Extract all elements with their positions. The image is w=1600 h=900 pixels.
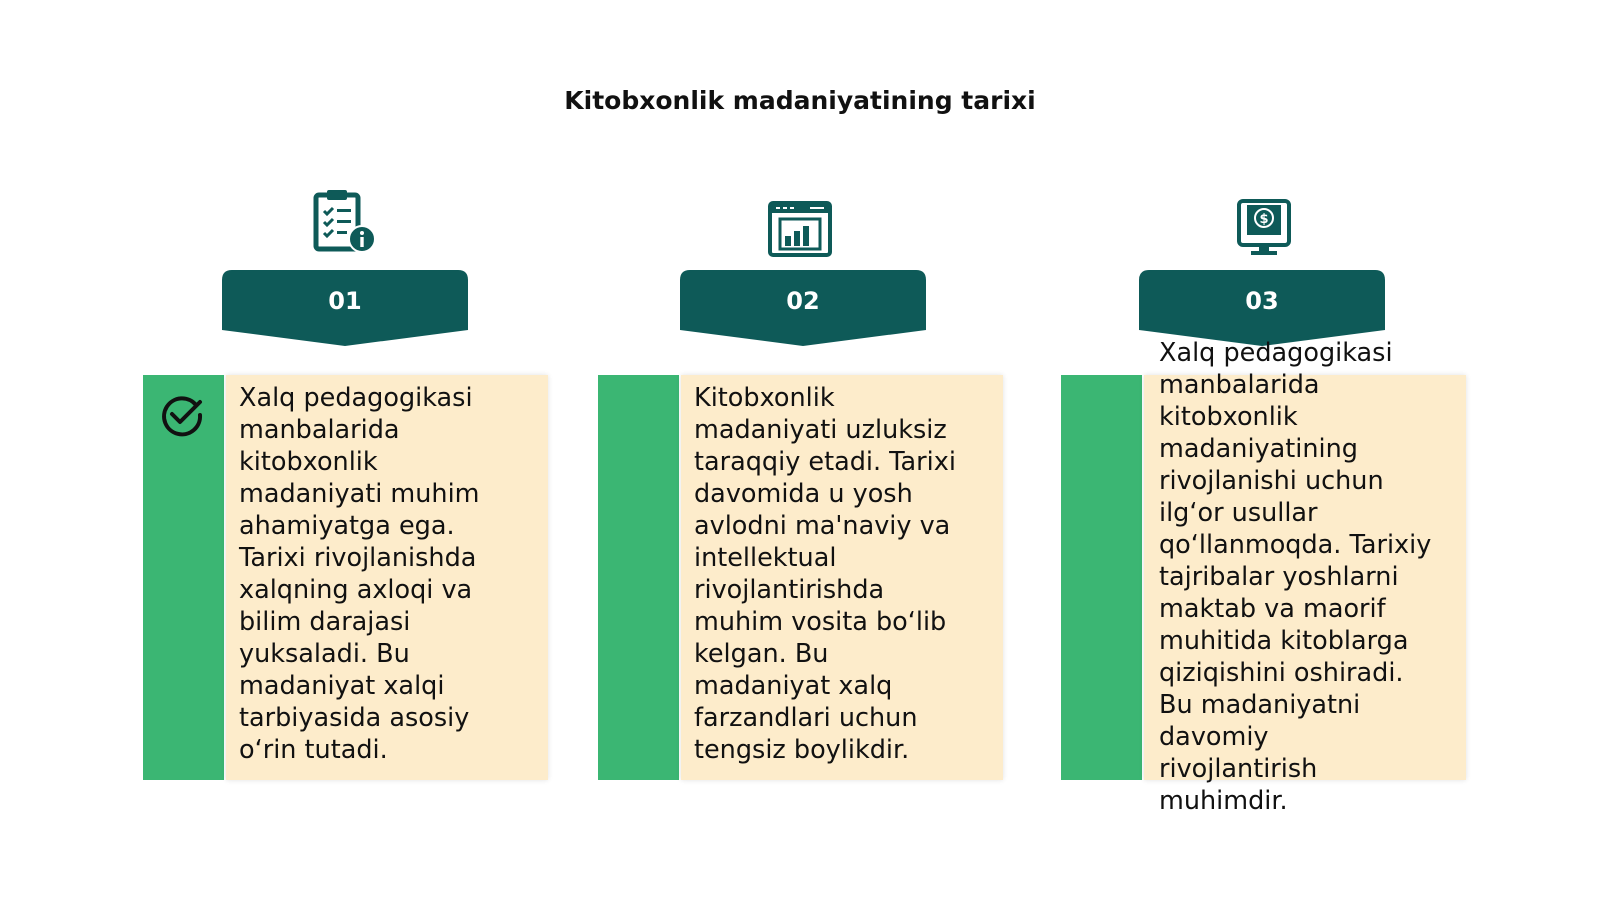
- check-circle-icon: [160, 393, 206, 441]
- clipboard-checklist-info-icon: [312, 189, 378, 259]
- step-description: Xalq pedagogikasi manbalarida kitobxonlik madaniyati muhim ahamiyatga ega. Tarixi rivojlanishda xalqning axloqi va bilim darajasi yuksaladi. Bu madaniyat xalqi tarbiyasida asosiy o‘rin tutadi.: [239, 383, 480, 765]
- step-badge-01: [222, 270, 468, 350]
- step-number: 03: [1245, 287, 1279, 315]
- accent-bar: [1061, 375, 1142, 780]
- step-description: Kitobxonlik madaniyati uzluksiz taraqqiy etadi. Tarixi davomida u yosh avlodni ma'naviy va intellektual rivojlantirishda muhim vosita bo‘lib kelgan. Bu madaniyat xalq farzandlari uchun tengsiz boylikdir.: [694, 383, 956, 765]
- accent-bar: [598, 375, 679, 780]
- step-badge-02: [680, 270, 926, 350]
- svg-text:$: $: [1259, 212, 1269, 227]
- step-number: 01: [328, 287, 362, 315]
- monitor-dollar-icon: [1237, 199, 1291, 261]
- browser-bar-chart-icon: [768, 201, 832, 261]
- step-number: 02: [786, 287, 820, 315]
- step-description: Xalq pedagogikasi manbalarida kitobxonlik madaniyatining rivojlanishi uchun ilg‘or usullar qo‘llanmoqda. Tarixiy tajribalar yoshlarni maktab va maorif muhitida kitoblarga qiziqishini oshiradi. Bu madaniyatni davomiy rivojlantirish muhimdir.: [1159, 338, 1432, 816]
- page-title: Kitobxonlik madaniyatining tarixi: [564, 86, 1036, 115]
